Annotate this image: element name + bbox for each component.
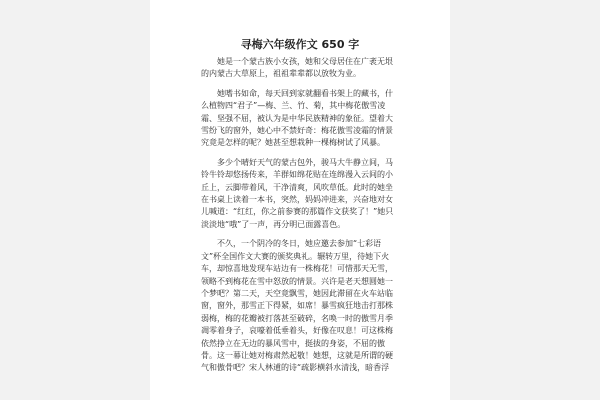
paragraph-2: 她嗜书如命，每天回到家就翻看书架上的藏书，什么植物四“君子”—梅、兰、竹、菊，其中梅花傲雪凌霜、坚强不屈，被认为是中华民族精神的象征。望着大雪纷飞的窗外，她心中不禁好奇：梅花傲雪凌霜的情景究竟是怎样的呢？她甚至想栽种一棵梅树试了风暴。 xyxy=(201,88,393,148)
document-body xyxy=(201,56,399,382)
paragraph-3: 多少个晴好天气的蒙古包外，骏马大牛静立间，马铃牛铃却悠扬传来，羊群如绵花贴在连绵漫入云间的小丘上，云脚带着风，干净清爽，风吹草低。此时的她坐在书桌上读着一本书，突然，妈妈冲进来，兴奋地对女儿喊道：“红红，你之前参赛的那篇作文获奖了！”她只淡淡地“哦”了一声，再分明已面露喜色。 xyxy=(201,157,394,229)
paragraph-4: 不久，一个阴冷的冬日，她应邀去参加“七彩语文”杯全国作文大赛的颁奖典礼。辗转万里，待她下火车，却惊喜地发现车站边有一株梅花！可惜那天无雪，领略不到梅花在雪中怒放的情景。兴许是老天想圆她一个梦吧？第二天，天空竟飘雪，她因此滞留在火车站临窗，窗外，那雪正下得紧，如席！暴雪疯狂地击打那株弱梅，梅的花瓣被打落甚至破碎，名唤一时的傲雪月季凋零着身子，哀嚎着低垂着头，好像在叹息！可这株梅依然挣立在无边的暴风雪中，挺拔的身姿，不屈的傲骨。这一幕让她对梅肃然起敬！她想，这就是所谓的硬气和傲骨吧？宋人林逋的诗“疏影横斜水清浅，暗香浮 xyxy=(201,239,393,373)
document-page xyxy=(150,0,450,400)
document-title: 寻梅六年级作文 650 字 xyxy=(240,38,360,51)
paragraph-1: 她是一个蒙古族小女孩，她和父母居住在广袤无垠的内蒙古大草原上，祖祖辈辈都以放牧为业。 xyxy=(201,57,393,79)
